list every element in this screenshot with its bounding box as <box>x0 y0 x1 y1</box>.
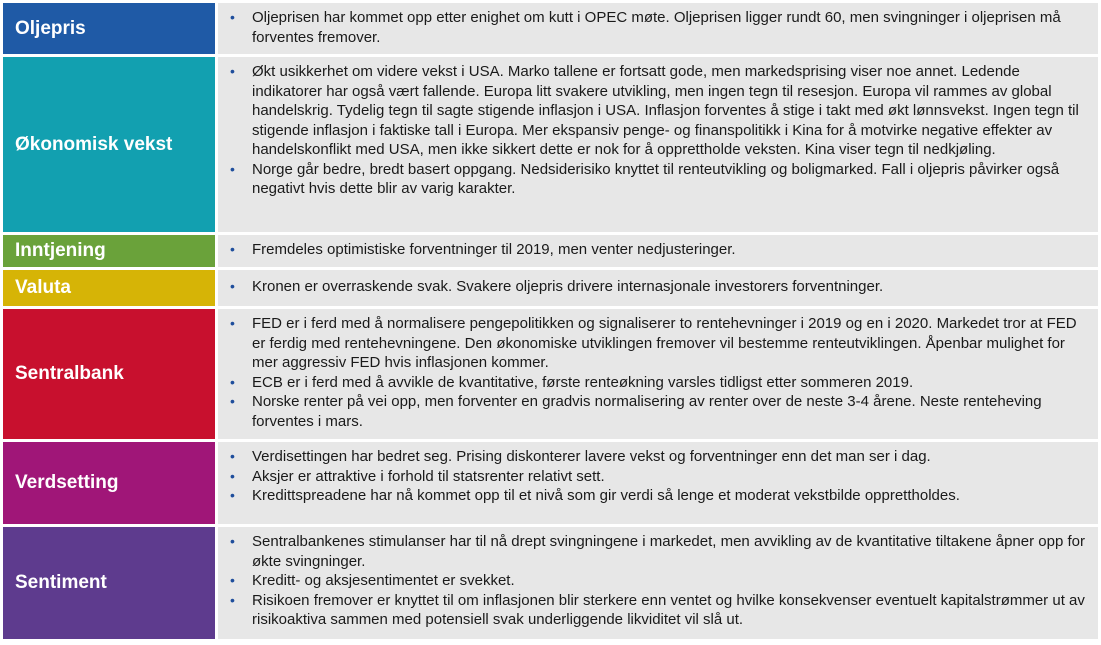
label-valuta: Valuta <box>3 270 215 306</box>
bullet-icon: • <box>230 533 235 549</box>
bullet-text: Økt usikkerhet om videre vekst i USA. Marko tallene er fortsatt gode, men markedsprising viser noe annet. Ledende indikatorer har også vært fallende. Europa litt svakere utvikling, men ingen tegn til resesjon. Europa vil rammes av global handelskrig. Tydelig tegn til sagte stigende inflasjon i USA. Inflasjon forventes å stige i takt med økt lønnsvekst. Ingen tegn til stigende inflasjon i faktiske tall i Europa. Mer ekspansiv penge- og finanspolitikk i Kina for å motvirke negative effekter av handelskonflikt med USA, men ikke sikkert dette er nok for å opprettholde veksten. Kina viser tegn til nedkjøling. <box>252 63 1079 158</box>
bullet-item <box>228 392 1088 431</box>
label-sentralbank: Sentralbank <box>3 309 215 439</box>
bullet-text: Fremdeles optimistiske forventninger til 2019, men venter nedjusteringer. <box>252 241 736 258</box>
content-okonomisk-vekst <box>218 57 1098 232</box>
bullet-text: Kredittspreadene har nå kommet opp til et nivå som gir verdi så lenge et moderat vekstbilde opprettholdes. <box>252 487 960 504</box>
row-valuta <box>3 270 1098 306</box>
row-inntjening <box>3 235 1098 267</box>
bullet-icon: • <box>230 9 235 25</box>
label-sentiment: Sentiment <box>3 527 215 639</box>
bullet-icon: • <box>230 448 235 464</box>
bullet-item <box>228 240 1088 260</box>
bullet-icon: • <box>230 572 235 588</box>
bullet-item <box>228 571 1088 591</box>
bullet-item <box>228 160 1088 199</box>
bullet-text: Kronen er overraskende svak. Svakere oljepris drivere internasjonale investorers forventninger. <box>252 278 884 295</box>
bullet-text: ECB er i ferd med å avvikle de kvantitative, første renteøkning varsles tidligst etter sommeren 2019. <box>252 373 914 391</box>
row-okonomisk-vekst <box>3 57 1098 232</box>
bullet-icon: • <box>230 278 235 294</box>
row-oljepris <box>3 3 1098 54</box>
bullet-icon: • <box>230 393 235 409</box>
bullet-text: Oljeprisen har kommet opp etter enighet om kutt i OPEC møte. Oljeprisen ligger rundt 60, men svingninger i oljeprisen må forventes fremover. <box>252 9 1061 46</box>
label-okonomisk-vekst: Økonomisk vekst <box>3 57 215 232</box>
market-outlook-table <box>3 3 1098 642</box>
bullet-text: Norske renter på vei opp, men forventer en gradvis normalisering av renter over de neste 3-4 årene. Neste renteheving forventes i mars. <box>252 393 1042 430</box>
bullet-text: Aksjer er attraktive i forhold til statsrenter relativt sett. <box>252 467 605 485</box>
bullet-icon: • <box>230 591 235 608</box>
bullet-text: FED er i ferd med å normalisere pengepolitikken og signaliserer to rentehevninger i 2019 og en i 2020. Markedet tror at FED er ferdig med rentehevningene. Den økonomiske utviklingen fremover vil bestemme renteutviklingen. Åpenbar mulighet for mer aggressiv FED hvis inflasjonen kommer. <box>252 315 1077 371</box>
content-valuta <box>218 270 1098 306</box>
bullet-icon: • <box>230 315 235 331</box>
bullet-item <box>228 373 1088 393</box>
bullet-item <box>228 532 1088 571</box>
content-sentiment <box>218 527 1098 639</box>
bullet-icon: • <box>230 373 235 390</box>
bullet-text: Kreditt- og aksjesentimentet er svekket. <box>252 572 515 589</box>
row-sentiment <box>3 527 1098 639</box>
bullet-text: Sentralbankenes stimulanser har til nå drept svingningene i markedet, men avvikling av de kvantitative tiltakene åpner opp for økte svingninger. <box>252 533 1085 570</box>
bullet-text: Verdisettingen har bedret seg. Prising diskonterer lavere vekst og forventninger enn det man ser i dag. <box>252 448 931 465</box>
bullet-icon: • <box>230 63 235 79</box>
bullet-icon: • <box>230 487 235 503</box>
bullet-item <box>228 277 1088 297</box>
label-verdsetting: Verdsetting <box>3 442 215 524</box>
bullet-icon: • <box>230 241 235 257</box>
bullet-icon: • <box>230 467 235 484</box>
bullet-item <box>228 8 1088 47</box>
content-verdsetting <box>218 442 1098 524</box>
label-oljepris: Oljepris <box>3 3 215 54</box>
bullet-item <box>228 447 1088 467</box>
row-verdsetting <box>3 442 1098 524</box>
bullet-text: Norge går bedre, bredt basert oppgang. Nedsiderisiko knyttet til renteutvikling og boligmarked. Fall i oljepris påvirker også negativt hvis dette blir av varig karakter. <box>252 160 1060 197</box>
bullet-icon: • <box>230 160 235 177</box>
label-inntjening: Inntjening <box>3 235 215 267</box>
content-inntjening <box>218 235 1098 267</box>
bullet-item <box>228 486 1088 506</box>
bullet-item <box>228 467 1088 487</box>
bullet-item <box>228 62 1088 160</box>
content-sentralbank <box>218 309 1098 439</box>
bullet-item <box>228 314 1088 373</box>
content-oljepris <box>218 3 1098 54</box>
bullet-item <box>228 591 1088 630</box>
row-sentralbank <box>3 309 1098 439</box>
bullet-text: Risikoen fremover er knyttet til om inflasjonen blir sterkere enn ventet og hvilke konsekvenser eventuelt kapitalstrømmer ut av risikoaktiva sammen med potensiell svak underliggende likviditet vil slå ut. <box>252 591 1085 628</box>
